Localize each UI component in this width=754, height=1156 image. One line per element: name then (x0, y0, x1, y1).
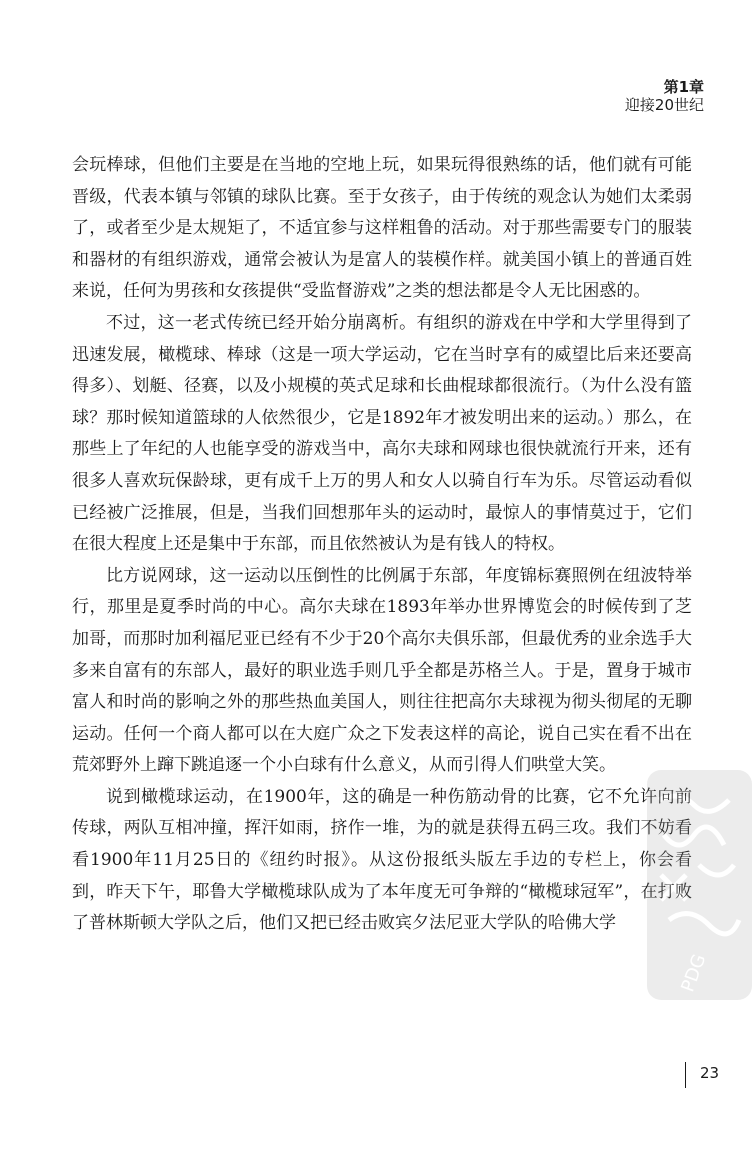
body-text (72, 150, 692, 940)
paragraph-4: 说到橄榄球运动，在1900年，这的确是一种伤筋动骨的比赛，它不允许向前传球，两队互相冲撞，挥汗如雨，挤作一堆，为的就是获得五码三攻。我们不妨看看1900年11月25日的《纽约时报》。从这份报纸头版左手边的专栏上，你会看到，昨天下午，耶鲁大学橄榄球队成为了本年度无可争辩的“橄榄球冠军”，在打败了普林斯顿大学队之后，他们又把已经击败宾夕法尼亚大学队的哈佛大学 (72, 786, 692, 934)
page-number-rule (685, 1062, 686, 1088)
paragraph-1: 会玩棒球，但他们主要是在当地的空地上玩，如果玩得很熟练的话，他们就有可能晋级，代表本镇与邻镇的球队比赛。至于女孩子，由于传统的观念认为她们太柔弱了，或者至少是太规矩了，不适宜参与这样粗鲁的活动。对于那些需要专门的服装和器材的有组织游戏，通常会被认为是富人的装模作样。就美国小镇上的普通百姓来说，任何为男孩和女孩提供“受监督游戏”之类的想法都是令人无比困惑的。 (72, 155, 692, 302)
chapter-label: 第1章 (663, 78, 704, 96)
pdg-watermark-seal (639, 760, 754, 1010)
paragraph-2: 不过，这一老式传统已经开始分崩离析。有组织的游戏在中学和大学里得到了迅速发展，橄榄球、棒球（这是一项大学运动，它在当时享有的威望比后来还要高得多）、划艇、径赛，以及小规模的英式足球和长曲棍球都很流行。（为什么没有篮球？那时候知道篮球的人依然很少，它是1892年才被发明出来的运动。）那么，在那些上了年纪的人也能享受的游戏当中，高尔夫球和网球也很快就流行开来，还有很多人喜欢玩保龄球，更有成千上万的男人和女人以骑自行车为乐。尽管运动看似已经被广泛推展，但是，当我们回想那年头的运动时，最惊人的事情莫过于，它们在很大程度上还是集中于东部，而且依然被认为是有钱人的特权。 (72, 312, 692, 555)
page-number: 23 (700, 1064, 720, 1082)
paragraph-3: 比方说网球，这一运动以压倒性的比例属于东部，年度锦标赛照例在纽波特举行，那里是夏季时尚的中心。高尔夫球在1893年举办世界博览会的时候传到了芝加哥，而那时加利福尼亚已经有不少于20个高尔夫俱乐部，但最优秀的业余选手大多来自富有的东部人，最好的职业选手则几乎全都是苏格兰人。于是，置身于城市富人和时尚的影响之外的那些热血美国人，则往往把高尔夫球视为彻头彻尾的无聊运动。任何一个商人都可以在大庭广众之下发表这样的高论，说自己实在看不出在荒郊野外上蹿下跳追逐一个小白球有什么意义，从而引得人们哄堂大笑。 (72, 565, 692, 776)
chapter-title: 迎接20世纪 (624, 96, 704, 114)
watermark-label: PDG (677, 951, 711, 995)
running-head (625, 78, 704, 114)
